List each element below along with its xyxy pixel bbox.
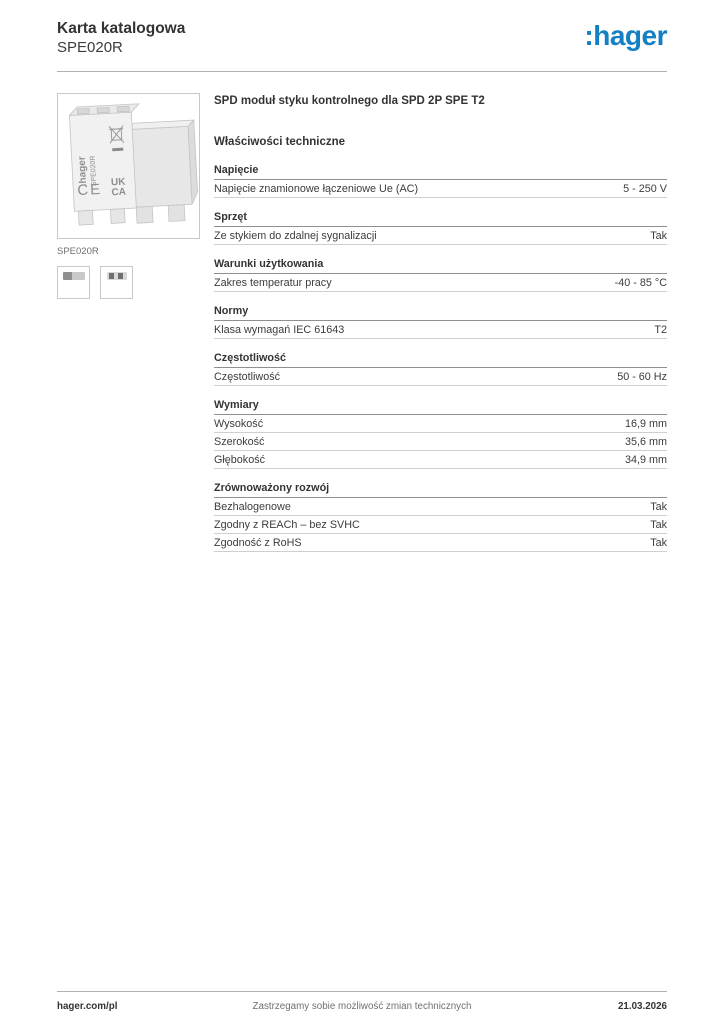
spec-row [214,451,667,469]
ukca-mark-line2: CA [111,186,127,199]
spec-row-value: T2 [654,324,667,336]
spec-row-value: Tak [650,537,667,549]
spec-section [214,211,667,245]
spec-section [214,482,667,552]
spec-row-value: Tak [650,519,667,531]
spec-section-heading: Wymiary [214,399,667,415]
product-image-caption: SPE020R [57,246,99,257]
spec-row-label: Zgodny z REACh – bez SVHC [214,519,360,531]
spec-section [214,399,667,469]
thumbnail-1-image [63,272,85,280]
header-titles [57,20,185,57]
spec-row-label: Zgodność z RoHS [214,537,302,549]
thumbnail-2 [100,266,133,299]
product-image-column [57,93,200,565]
spec-row-value: 5 - 250 V [623,183,667,195]
product-title: SPD moduł styku kontrolnego dla SPD 2P SPE T2 [214,95,485,107]
spec-section-heading: Normy [214,305,667,321]
technical-properties-title: Właściwości techniczne [214,136,346,148]
spec-section [214,352,667,386]
ce-mark: CE [76,180,103,200]
spec-row [214,321,667,339]
thumbnail-2-image [107,272,127,280]
device-brand-print: :hager [76,155,90,188]
spec-section-heading: Zrównoważony rozwój [214,482,667,498]
spec-row [214,368,667,386]
spec-row [214,433,667,451]
spec-row-label: Wysokość [214,418,264,430]
footer-date: 21.03.2026 [617,1001,667,1012]
spec-sections [214,164,667,552]
spec-row-value: -40 - 85 °C [614,277,667,289]
spec-row [214,498,667,516]
spec-row-value: Tak [650,230,667,242]
main-content [57,93,667,565]
product-reference: SPE020R [57,38,123,56]
hager-logo: :hager [584,20,667,51]
device-model-print: SPE020R [89,155,99,187]
spec-row [214,534,667,552]
spec-row [214,516,667,534]
ukca-mark-line1: UK [110,176,126,189]
product-image-frame [57,93,200,239]
spec-row-label: Częstotliwość [214,371,280,383]
spec-row-value: 35,6 mm [624,436,667,448]
document-title: Karta katalogowa [57,20,186,37]
spec-row [214,227,667,245]
spec-row-value: 50 - 60 Hz [617,371,667,383]
footer [57,1001,667,1012]
spec-row-label: Szerokość [214,436,265,448]
footer-disclaimer: Zastrzegamy sobie możliwość zmian technicznych [252,1001,472,1012]
spec-row-value: 34,9 mm [624,454,667,466]
spec-section-heading: Sprzęt [214,211,667,227]
front-module [69,104,145,226]
spec-section [214,164,667,198]
spec-row-label: Głębokość [214,454,266,466]
header-divider [57,71,667,72]
footer-website-link[interactable]: hager.com/pl [57,1001,118,1012]
header [57,20,667,57]
device-bar-mark [112,148,123,152]
spec-section-heading: Warunki użytkowania [214,258,667,274]
spec-section [214,258,667,292]
spec-row [214,415,667,433]
product-image [58,94,199,238]
spec-row-label: Napięcie znamionowe łączeniowe Ue (AC) [214,183,419,195]
thumbnail-1 [57,266,90,299]
back-module [128,120,199,223]
spec-row-value: Tak [650,501,667,513]
spec-section-heading: Napięcie [214,164,667,180]
spec-row-label: Ze stykiem do zdalnej sygnalizacji [214,230,377,242]
spec-row [214,274,667,292]
specifications-column [214,93,667,565]
spec-row-label: Zakres temperatur pracy [214,277,332,289]
footer-divider [57,991,667,992]
spec-row-value: 16,9 mm [624,418,667,430]
spec-section-heading: Częstotliwość [214,352,667,368]
spec-row [214,180,667,198]
thumbnail-row [57,266,200,299]
spec-row-label: Klasa wymagań IEC 61643 [214,324,345,336]
spec-row-label: Bezhalogenowe [214,501,291,513]
spec-section [214,305,667,339]
